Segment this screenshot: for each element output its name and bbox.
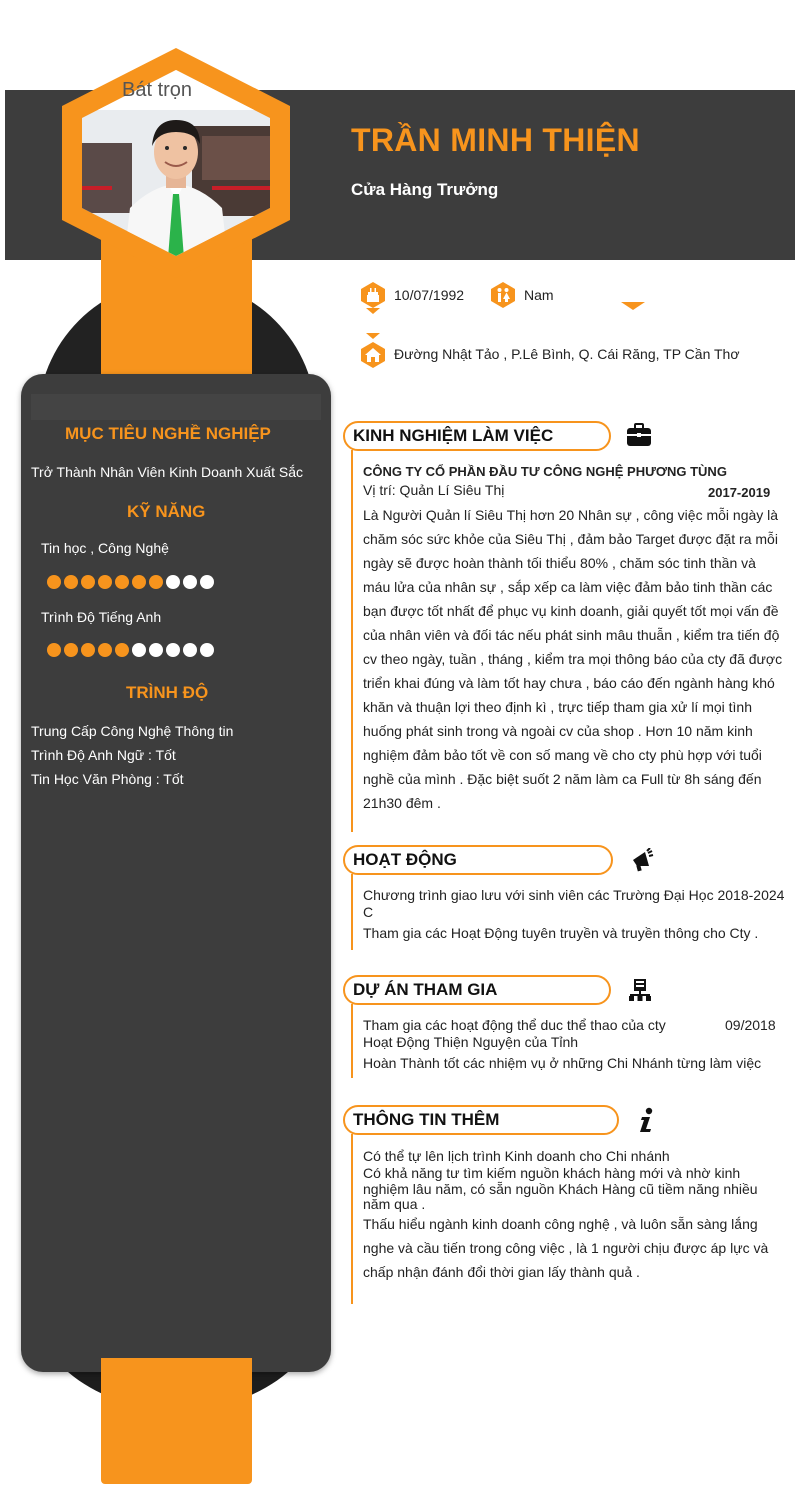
rating-dot	[98, 575, 112, 589]
education-item: Tin Học Văn Phòng : Tốt	[31, 771, 184, 787]
megaphone-icon	[630, 848, 654, 872]
section-timeline-line	[351, 1134, 353, 1304]
info-item: năm qua .	[363, 1196, 426, 1212]
skill-label: Trình Độ Tiếng Anh	[41, 609, 162, 625]
sidebar-panel	[21, 374, 331, 1372]
activity-item: Chương trình giao lưu với sinh viên các Trường Đại Học 2018-2024	[363, 887, 785, 903]
activities-heading: HOẠT ĐỘNG	[343, 845, 613, 875]
rating-dot	[81, 575, 95, 589]
rating-dot	[200, 575, 214, 589]
description-line: Là Người Quản lí Siêu Thị hơn 20 Nhân sự , công việc mỗi ngày là	[363, 507, 779, 523]
rating-dot	[64, 575, 78, 589]
skill-rating-it	[47, 575, 214, 589]
rating-dot	[64, 643, 78, 657]
info-line: Thấu hiểu ngành kinh doanh công nghệ , và luôn sẵn sàng lắng	[363, 1216, 758, 1232]
projects-heading: DỰ ÁN THAM GIA	[343, 975, 611, 1005]
rating-dot	[149, 575, 163, 589]
info-icon	[638, 1107, 656, 1133]
gender-icon	[490, 282, 516, 308]
gender-text: Nam	[524, 287, 554, 303]
education-item: Trung Cấp Công Nghệ Thông tin	[31, 723, 234, 739]
orange-ribbon-bottom	[101, 1358, 252, 1484]
rating-dot	[149, 643, 163, 657]
rating-dot	[166, 575, 180, 589]
education-item: Trình Độ Anh Ngữ : Tốt	[31, 747, 176, 763]
description-line: nghiệm đảm bảo tốt về con số mang về cho cty phù hợp với tuổi	[363, 747, 762, 763]
description-line: máu lửa của nhân sự , sắp xếp ca làm việc đảm bảo tinh thần các	[363, 579, 773, 595]
info-line: nghe và cầu tiến trong công việc , là 1 người chịu được áp lực và	[363, 1240, 769, 1256]
briefcase-icon	[626, 423, 652, 447]
skill-rating-english	[47, 643, 214, 657]
info-paragraph	[363, 1212, 783, 1284]
birthday-text: 10/07/1992	[394, 287, 465, 303]
activity-item: Tham gia các Hoạt Động tuyên truyền và truyền thông cho Cty .	[363, 925, 759, 941]
education-heading: TRÌNH ĐỘ	[126, 683, 209, 702]
decor-chevron-small-icon	[366, 333, 380, 339]
sitemap-icon	[628, 978, 652, 1002]
rating-dot	[115, 643, 129, 657]
candidate-name: TRẦN MINH THIỆN	[351, 122, 640, 158]
description-line: nghề của mình . Đặc biệt suốt 2 năm làm ca Full từ 8h sáng đến	[363, 771, 762, 787]
rating-dot	[47, 643, 61, 657]
skills-heading: KỸ NĂNG	[127, 502, 206, 521]
section-timeline-line	[351, 1004, 353, 1078]
position-text: Vị trí: Quản Lí Siêu Thị	[363, 482, 505, 498]
birthday-cake-icon	[360, 282, 386, 308]
description-line: triển khai đúng và làm tốt hay chưa , báo cáo đến ngành hàng khó	[363, 675, 775, 691]
info-line: chấp nhận đánh đổi thời gian lấy thành quả .	[363, 1264, 640, 1280]
description-line: 21h30 đêm .	[363, 795, 441, 811]
description-line: ngày sẽ được hoàn thành tối thiểu 80% , chăm sóc tinh thần và	[363, 555, 756, 571]
rating-dot	[98, 643, 112, 657]
info-item: Có thể tự lên lịch trình Kinh doanh cho Chi nhánh	[363, 1148, 670, 1164]
objective-heading: MỤC TIÊU NGHỀ NGHIỆP	[65, 424, 271, 443]
objective-text: Trở Thành Nhân Viên Kinh Doanh Xuất Sắc	[31, 464, 303, 480]
avatar	[62, 48, 290, 278]
job-title: Cửa Hàng Trưởng	[351, 180, 499, 199]
project-date: 09/2018	[725, 1017, 776, 1033]
description-line: cv theo ngày, tuần , tháng , kiểm tra mọi thông báo của cty đã được	[363, 651, 783, 667]
info-item: nghiệm lâu năm, có sẵn nguồn Khách Hàng cũ tiềm năng nhiều	[363, 1181, 758, 1197]
section-timeline-line	[351, 874, 353, 950]
home-icon	[360, 342, 386, 368]
skill-label: Tin học , Công Nghệ	[41, 540, 169, 556]
rating-dot	[132, 575, 146, 589]
rating-dot	[115, 575, 129, 589]
rating-dot	[200, 643, 214, 657]
project-item: Tham gia các hoạt động thể duc thể thao của cty	[363, 1017, 666, 1033]
description-line: bạn được tốt nhất để phục vụ kinh doanh, giải quyết tốt mọi vấn đề	[363, 603, 779, 619]
section-timeline-line	[351, 450, 353, 832]
rating-dot	[132, 643, 146, 657]
description-line: khăn và thuận lợi theo định kì , trực tiếp tham gia xử lí mọi tình	[363, 699, 753, 715]
activity-item-cont: C	[363, 904, 374, 920]
description-line: chăm sóc sức khỏe của Siêu Thị , đảm bảo Target được đặt ra mỗi	[363, 531, 778, 547]
rating-dot	[183, 643, 197, 657]
decor-chevron-icon	[621, 302, 645, 310]
sidebar-panel-shade	[31, 394, 321, 420]
rating-dot	[47, 575, 61, 589]
experience-heading: KINH NGHIỆM LÀM VIỆC	[343, 421, 611, 451]
more-info-heading: THÔNG TIN THÊM	[343, 1105, 619, 1135]
description-line: huống phát sinh trong và ngoài cv của shop . Hơn 10 năm kinh	[363, 723, 753, 739]
info-item: Có khả năng tư tìm kiếm nguồn khách hàng mới và nhờ kinh	[363, 1165, 741, 1181]
decor-chevron-small-icon	[366, 308, 380, 314]
project-item: Hoạt Động Thiện Nguyện của Tỉnh	[363, 1034, 579, 1050]
rating-dot	[81, 643, 95, 657]
period-text: 2017-2019	[708, 485, 771, 500]
description-line: của nhân viên và đối tác nếu phát sinh mâu thuẫn , kiểm tra tiến độ	[363, 627, 780, 643]
experience-description	[363, 503, 783, 815]
rating-dot	[166, 643, 180, 657]
company-name: CÔNG TY CỔ PHẦN ĐẦU TƯ CÔNG NGHỆ PHƯƠNG TÙNG	[363, 464, 727, 479]
project-item: Hoàn Thành tốt các nhiệm vụ ở những Chi Nhánh từng làm việc	[363, 1055, 762, 1071]
rating-dot	[183, 575, 197, 589]
address-text: Đường Nhật Tảo , P.Lê Bình, Q. Cái Răng, TP Cần Thơ	[394, 346, 740, 362]
svg-text:Bát trọn: Bát trọn	[122, 79, 193, 101]
